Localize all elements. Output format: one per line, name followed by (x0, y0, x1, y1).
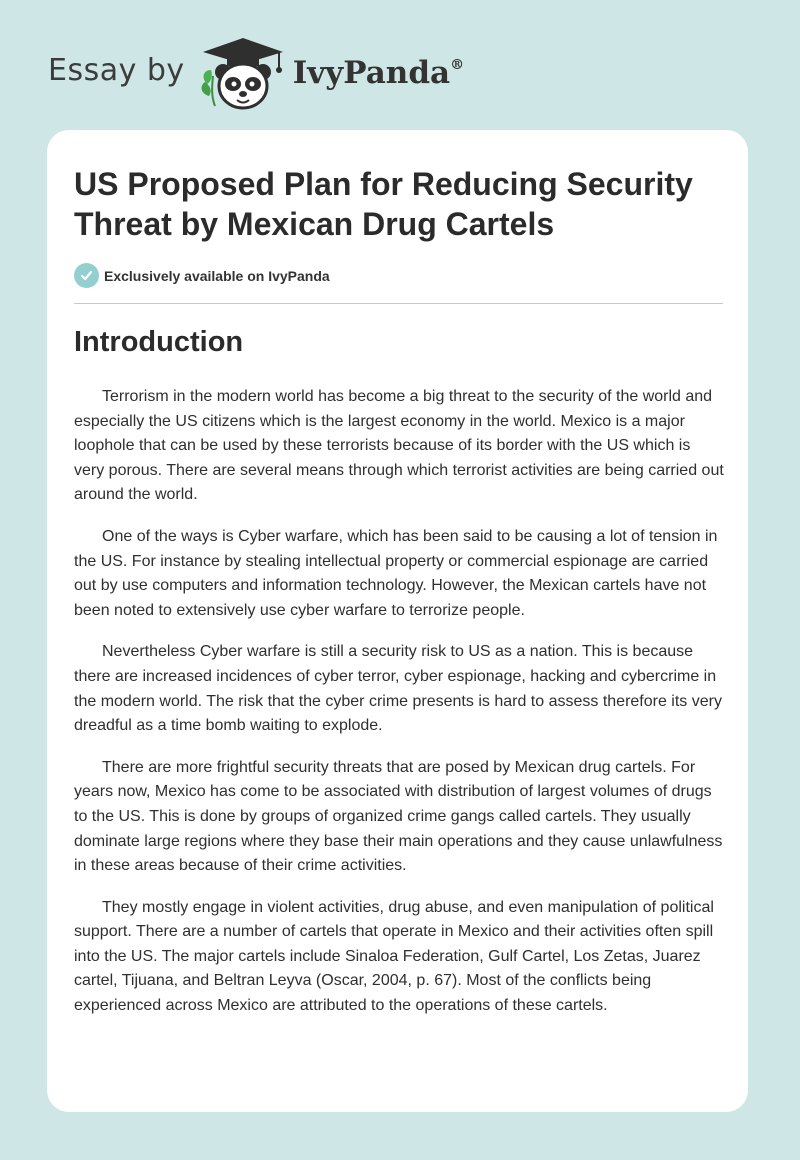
paragraph: Nevertheless Cyber warfare is still a security risk to US as a nation. This is because there are increased incidences of cyber terror, cyber espionage, hacking and cybercrime in the modern world. The risk that the cyber crime presents is hard to assess therefore its very dreadful as a time bomb waiting to explode. (74, 643, 722, 735)
panda-logo-icon[interactable] (199, 34, 287, 114)
paragraph: They mostly engage in violent activities, drug abuse, and even manipulation of political support. There are a number of cartels that operate in Mexico and their activities often spill into the US. The major cartels include Sinaloa Federation, Gulf Cartel, Los Zetas, Juarez cartel, Tijuana, and Beltran Leyva (Oscar, 2004, p. 67). Most of the conflicts being experienced across Mexico are attributed to the operations of these cartels. (74, 898, 714, 1015)
article-card (47, 130, 748, 1112)
check-icon (74, 263, 99, 288)
page-title: US Proposed Plan for Reducing Security Threat by Mexican Drug Cartels (74, 166, 693, 242)
paragraph: There are more frightful security threats that are posed by Mexican drug cartels. For years now, Mexico has come to be associated with distribution of largest volumes of drugs to the US. This is done by groups of organized crime gangs called cartels. They usually dominate large regions where they base their main operations and they cause unlawfulness in these areas because of their crime activities. (74, 758, 723, 875)
site-header (48, 34, 464, 114)
registered-mark: ® (450, 57, 465, 73)
brand-name[interactable]: IvyPanda® (292, 55, 465, 91)
paragraph: Terrorism in the modern world has become a big threat to the security of the world and especially the US citizens which is the largest economy in the world. Mexico is a major loophole that can be used by these terrorists because of its border with the US which is very porous. There are several means through which terrorist activities are being carried out around the world. (74, 388, 724, 504)
essay-by-label: Essay by (48, 52, 185, 88)
paragraph: One of the ways is Cyber warfare, which has been said to be causing a lot of tension in the US. For instance by stealing intellectual property or commercial espionage are carried out by use computers and information technology. However, the Mexican cartels have not been noted to extensively use cyber warfare to terrorize people. (74, 527, 718, 619)
badge-label: Exclusively available on IvyPanda (104, 267, 330, 284)
article-body (74, 385, 724, 1036)
section-heading: Introduction (74, 326, 244, 358)
exclusive-badge (74, 263, 330, 288)
divider (74, 303, 723, 304)
